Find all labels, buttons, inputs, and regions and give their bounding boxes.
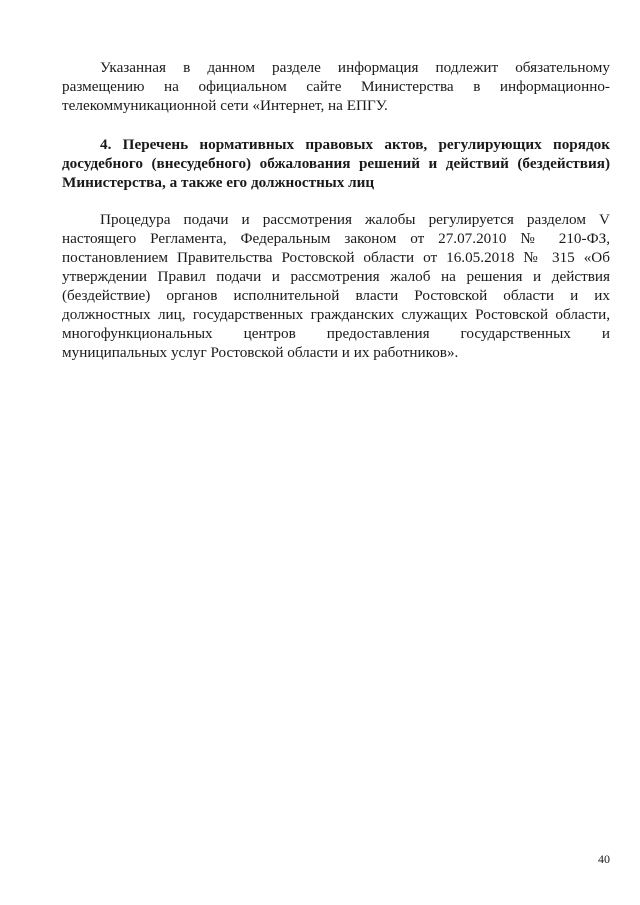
section-4-heading: 4. Перечень нормативных правовых актов, регулирующих порядок досудебного (внесудебного) обжалования решений и действий (бездействия) Министерства, а также его должностных лиц bbox=[62, 136, 610, 191]
info-placement-paragraph: Указанная в данном разделе информация подлежит обязательному размещению на официальном сайте Министерства в информационно-телекоммуникационной сети «Интернет, на ЕПГУ. bbox=[62, 59, 610, 114]
complaint-procedure-paragraph: Процедура подачи и рассмотрения жалобы регулируется разделом V настоящего Регламента, Федеральным законом от 27.07.2010 № 210-ФЗ, постановлением Правительства Ростовской области от 16.05.2018 № 315 «Об утверждении Правил подачи и рассмотрения жалоб на решения и действия (бездействие) органов исполнительной власти Ростовской области и их должностных лиц, государственных гражданских служащих Ростовской области, многофункциональных центров предоставления государственных и муниципальных услуг Ростовской области и их работников». bbox=[62, 211, 610, 361]
page-content bbox=[62, 58, 610, 362]
page-number: 40 bbox=[598, 852, 610, 866]
